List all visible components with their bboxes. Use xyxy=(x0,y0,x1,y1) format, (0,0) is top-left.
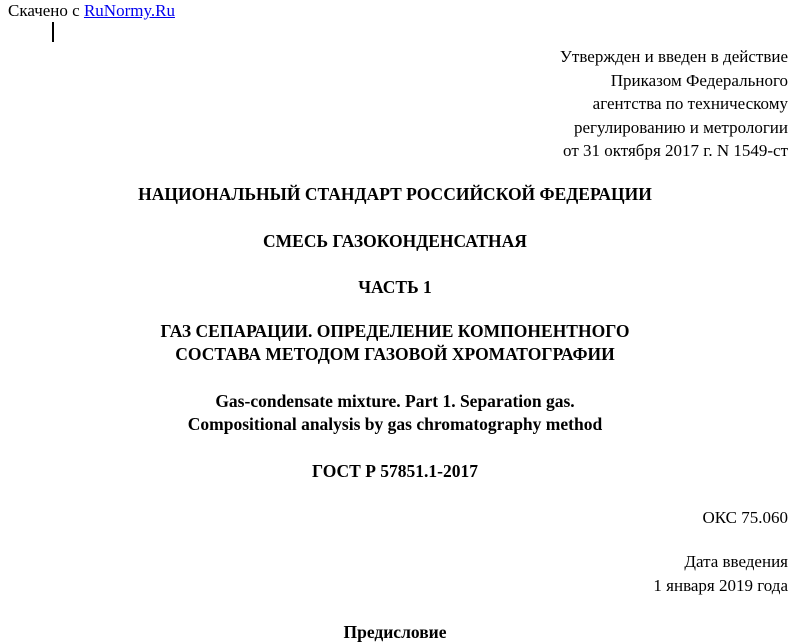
english-title xyxy=(0,390,790,436)
approval-line: регулированию и метрологии xyxy=(573,117,788,137)
introduction-date-block xyxy=(653,550,788,597)
part-title: ЧАСТЬ 1 xyxy=(358,277,432,297)
approval-block xyxy=(560,45,788,163)
standard-title: НАЦИОНАЛЬНЫЙ СТАНДАРТ РОССИЙСКОЙ ФЕДЕРАЦИИ xyxy=(138,184,652,204)
english-title-line: Compositional analysis by gas chromatography method xyxy=(187,414,603,434)
approval-line: Приказом Федерального xyxy=(610,70,788,90)
gost-code: ГОСТ Р 57851.1-2017 xyxy=(312,461,478,481)
introduction-date-value: 1 января 2019 года xyxy=(653,575,788,595)
approval-line: агентства по техническому xyxy=(592,94,788,114)
approval-line: от 31 октября 2017 г. N 1549-ст xyxy=(563,141,788,161)
download-source-prefix: Скачено с xyxy=(8,1,80,20)
approval-line: Утвержден и введен в действие xyxy=(559,47,788,66)
oks-code: ОКС 75.060 xyxy=(702,508,788,527)
text-cursor xyxy=(52,22,54,42)
download-source-line xyxy=(8,1,175,21)
topic-title-line: СОСТАВА МЕТОДОМ ГАЗОВОЙ ХРОМАТОГРАФИИ xyxy=(175,344,615,364)
subject-title: СМЕСЬ ГАЗОКОНДЕНСАТНАЯ xyxy=(263,231,527,251)
english-title-line: Gas-condensate mixture. Part 1. Separation gas. xyxy=(215,391,575,411)
runormy-link[interactable]: RuNormy.Ru xyxy=(83,1,175,20)
topic-title xyxy=(0,320,790,366)
preface-heading: Предисловие xyxy=(343,622,447,642)
introduction-date-label: Дата введения xyxy=(684,552,788,571)
topic-title-line: ГАЗ СЕПАРАЦИИ. ОПРЕДЕЛЕНИЕ КОМПОНЕНТНОГО xyxy=(160,321,630,341)
